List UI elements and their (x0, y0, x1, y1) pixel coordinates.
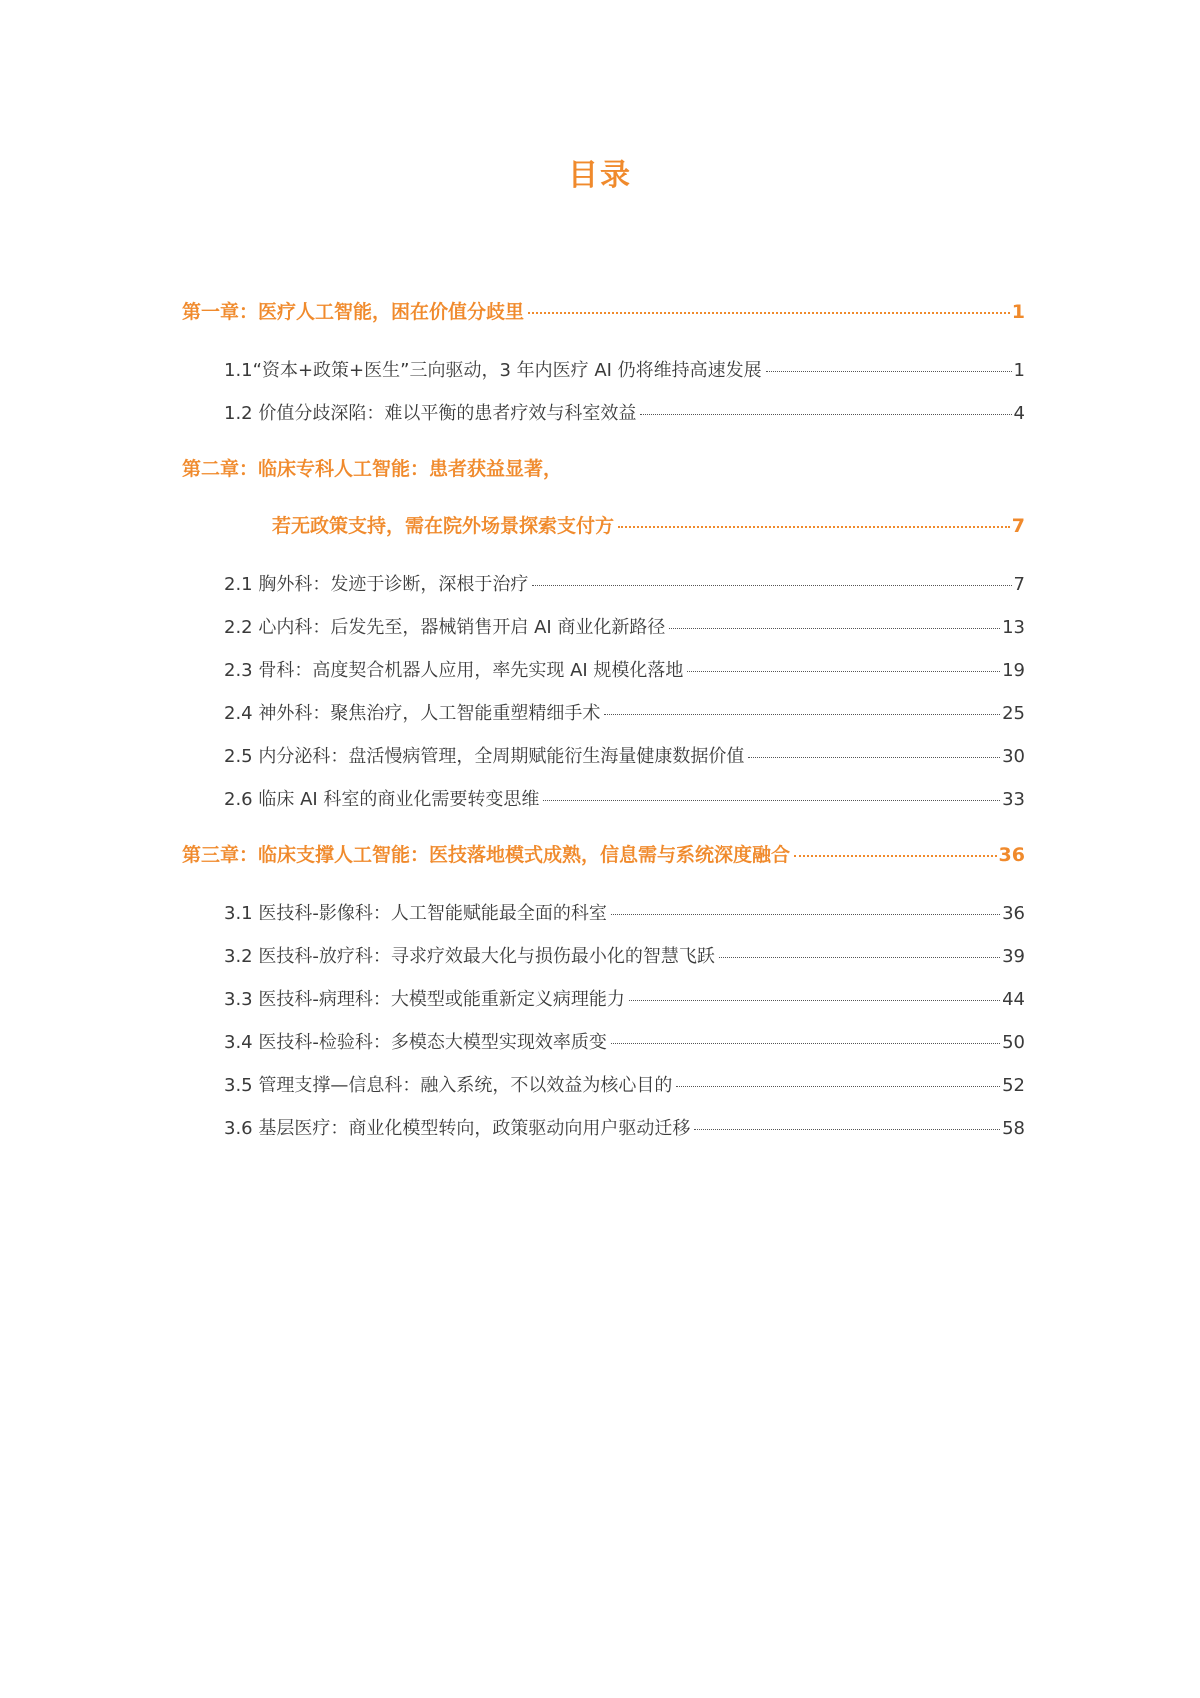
leader-dots (640, 414, 1011, 415)
toc-entry-label: 3.6 基层医疗：商业化模型转向，政策驱动向用户驱动迁移 (224, 1118, 691, 1139)
toc-entry-label: 第三章：临床支撑人工智能：医技落地模式成熟，信息需与系统深度融合 (182, 844, 791, 866)
toc-entry-label: 2.1 胸外科：发迹于诊断，深根于治疗 (224, 574, 529, 595)
leader-dots (676, 1086, 1000, 1087)
toc-section-2-6[interactable] (224, 785, 1025, 811)
leader-dots (611, 1043, 1000, 1044)
toc-page-number: 52 (1002, 1075, 1025, 1096)
toc-chapter-2-line1[interactable]: 第二章：临床专科人工智能：患者获益显著， (182, 458, 563, 480)
toc-page-number: 7 (1013, 574, 1025, 595)
page-title: 目录 (568, 158, 632, 193)
leader-dots (687, 671, 1000, 672)
toc-page-number: 36 (1002, 903, 1025, 924)
toc-page-number: 30 (1002, 746, 1025, 767)
leader-dots (669, 628, 1000, 629)
toc-page-number: 1 (1011, 301, 1025, 323)
toc-page-number: 39 (1002, 946, 1025, 967)
toc-section-2-5[interactable] (224, 742, 1025, 768)
leader-dots (618, 526, 1010, 528)
toc-section-2-4[interactable] (224, 699, 1025, 725)
toc-entry-label: 1.1“资本+政策+医生”三向驱动，3 年内医疗 AI 仍将维持高速发展 (224, 360, 762, 381)
leader-dots (629, 1000, 1000, 1001)
leader-dots (694, 1129, 1000, 1130)
leader-dots (719, 957, 1000, 958)
toc-entry-label: 3.5 管理支撑—信息科：融入系统，不以效益为核心目的 (224, 1075, 673, 1096)
toc-page-number: 44 (1002, 989, 1025, 1010)
leader-dots (604, 714, 1000, 715)
toc-entry-label: 3.2 医技科-放疗科：寻求疗效最大化与损伤最小化的智慧飞跃 (224, 946, 715, 967)
toc-entry-label: 3.1 医技科-影像科：人工智能赋能最全面的科室 (224, 903, 607, 924)
leader-dots (766, 371, 1012, 372)
toc-entry-label: 第一章：医疗人工智能，困在价值分歧里 (182, 301, 525, 323)
toc-section-3-1[interactable] (224, 899, 1025, 925)
toc-entry-label: 1.2 价值分歧深陷：难以平衡的患者疗效与科室效益 (224, 403, 637, 424)
toc-page-number: 36 (998, 844, 1025, 866)
leader-dots (528, 312, 1010, 314)
toc-chapter-3[interactable] (182, 840, 1025, 867)
leader-dots (748, 757, 1000, 758)
toc-page-number: 1 (1013, 360, 1025, 381)
toc-entry-label: 2.4 神外科：聚焦治疗，人工智能重塑精细手术 (224, 703, 601, 724)
toc-section-3-6[interactable] (224, 1114, 1025, 1140)
toc-entry-label: 2.3 骨科：高度契合机器人应用，率先实现 AI 规模化落地 (224, 660, 684, 681)
toc-entry-label: 2.5 内分泌科：盘活慢病管理，全周期赋能衍生海量健康数据价值 (224, 746, 745, 767)
toc-section-2-2[interactable] (224, 613, 1025, 639)
toc-entry-label: 若无政策支持，需在院外场景探索支付方 (272, 515, 615, 537)
leader-dots (794, 855, 997, 857)
toc-section-3-2[interactable] (224, 942, 1025, 968)
leader-dots (532, 585, 1011, 586)
leader-dots (611, 914, 1000, 915)
toc-section-2-1[interactable] (224, 570, 1025, 596)
toc-chapter-1[interactable] (182, 297, 1025, 324)
leader-dots (543, 800, 1000, 801)
toc-page-number: 19 (1002, 660, 1025, 681)
toc-section-1-1[interactable] (224, 356, 1025, 382)
toc-section-3-4[interactable] (224, 1028, 1025, 1054)
toc-section-2-3[interactable] (224, 656, 1025, 682)
toc-page-number: 13 (1002, 617, 1025, 638)
toc-entry-label: 3.3 医技科-病理科：大模型或能重新定义病理能力 (224, 989, 625, 1010)
toc-page-number: 33 (1002, 789, 1025, 810)
toc-page-number: 25 (1002, 703, 1025, 724)
toc-section-3-5[interactable] (224, 1071, 1025, 1097)
toc-chapter-2[interactable] (272, 511, 1025, 538)
toc-section-1-2[interactable] (224, 399, 1025, 425)
toc-section-3-3[interactable] (224, 985, 1025, 1011)
toc-entry-label: 3.4 医技科-检验科：多模态大模型实现效率质变 (224, 1032, 607, 1053)
toc-page-number: 58 (1002, 1118, 1025, 1139)
toc-page-number: 4 (1013, 403, 1025, 424)
toc-page-number: 7 (1011, 515, 1025, 537)
toc-entry-label: 2.2 心内科：后发先至，器械销售开启 AI 商业化新路径 (224, 617, 666, 638)
toc-entry-label: 2.6 临床 AI 科室的商业化需要转变思维 (224, 789, 540, 810)
toc-page-number: 50 (1002, 1032, 1025, 1053)
